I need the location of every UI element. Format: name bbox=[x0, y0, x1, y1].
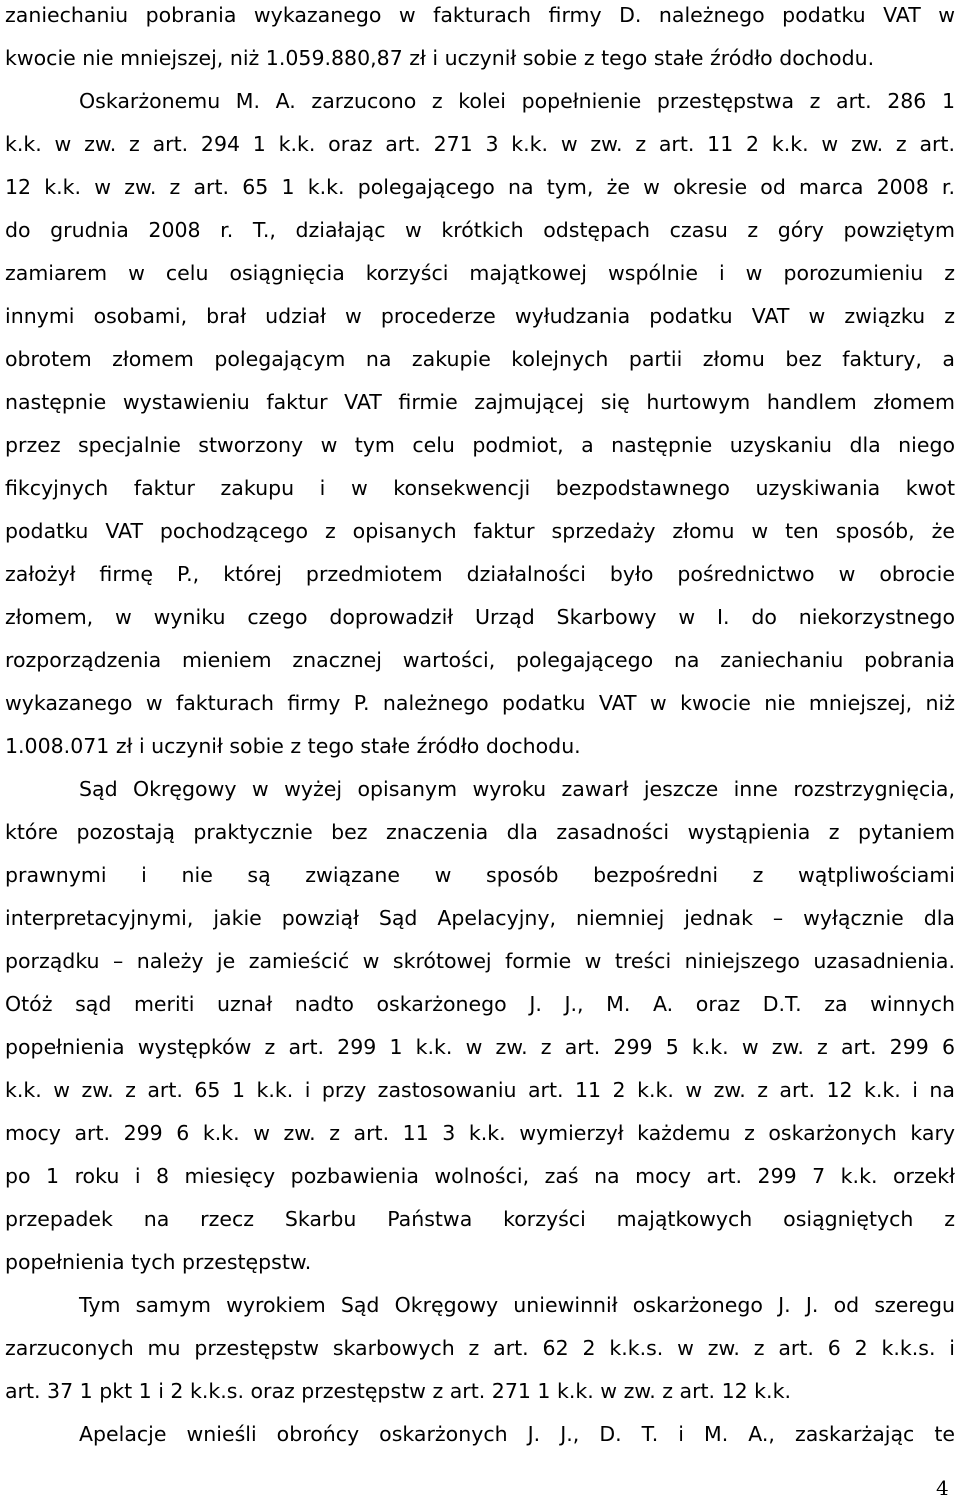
text-line: Apelacje wnieśli obrońcy oskarżonych J. J., D. T. i M. A., zaskarżając te bbox=[79, 1422, 955, 1446]
text-line: przepadek na rzecz Skarbu Państwa korzyści majątkowych osiągniętych z bbox=[5, 1207, 955, 1231]
text-line: popełnienia tych przestępstw. bbox=[5, 1250, 312, 1274]
text-line: interpretacyjnymi, jakie powziął Sąd Apelacyjny, niemniej jednak – wyłącznie dla bbox=[5, 906, 955, 930]
text-line: zaniechaniu pobrania wykazanego w fakturach firmy D. należnego podatku VAT w bbox=[5, 3, 955, 27]
text-line: do grudnia 2008 r. T., działając w krótkich odstępach czasu z góry powziętym bbox=[5, 218, 955, 242]
text-line: podatku VAT pochodzącego z opisanych faktur sprzedaży złomu w ten sposób, że bbox=[5, 519, 955, 543]
text-line: k.k. w zw. z art. 65 1 k.k. i przy zastosowaniu art. 11 2 k.k. w zw. z art. 12 k.k. i na bbox=[5, 1078, 955, 1102]
text-line: porządku – należy je zamieścić w skrótowej formie w treści niniejszego uzasadnienia. bbox=[5, 949, 955, 973]
text-line: przez specjalnie stworzony w tym celu podmiot, a następnie uzyskaniu dla niego bbox=[5, 433, 955, 457]
text-line: 12 k.k. w zw. z art. 65 1 k.k. polegającego na tym, że w okresie od marca 2008 r. bbox=[5, 175, 955, 199]
text-line: k.k. w zw. z art. 294 1 k.k. oraz art. 271 3 k.k. w zw. z art. 11 2 k.k. w zw. z art. bbox=[5, 132, 955, 156]
text-line: kwocie nie mniejszej, niż 1.059.880,87 zł i uczynił sobie z tego stałe źródło dochodu. bbox=[5, 46, 875, 70]
text-line: Sąd Okręgowy w wyżej opisanym wyroku zawarł jeszcze inne rozstrzygnięcia, bbox=[79, 777, 955, 801]
text-line: obrotem złomem polegającym na zakupie kolejnych partii złomu bez faktury, a bbox=[5, 347, 955, 371]
text-line: następnie wystawieniu faktur VAT firmie zajmującej się hurtowym handlem złomem bbox=[5, 390, 955, 414]
text-line: art. 37 1 pkt 1 i 2 k.k.s. oraz przestępstw z art. 271 1 k.k. w zw. z art. 12 k.k. bbox=[5, 1379, 791, 1403]
text-line: rozporządzenia mieniem znacznej wartości, polegającego na zaniechaniu pobrania bbox=[5, 648, 955, 672]
text-line: Otóż sąd meriti uznał nadto oskarżonego J. J., M. A. oraz D.T. za winnych bbox=[5, 992, 955, 1016]
text-line: 1.008.071 zł i uczynił sobie z tego stałe źródło dochodu. bbox=[5, 734, 581, 758]
text-line: po 1 roku i 8 miesięcy pozbawienia wolności, zaś na mocy art. 299 7 k.k. orzekł bbox=[5, 1164, 955, 1188]
text-line: fikcyjnych faktur zakupu i w konsekwencji bezpodstawnego uzyskiwania kwot bbox=[5, 476, 955, 500]
text-line: założył firmę P., której przedmiotem działalności było pośrednictwo w obrocie bbox=[5, 562, 955, 586]
text-line: złomem, w wyniku czego doprowadził Urząd Skarbowy w I. do niekorzystnego bbox=[5, 605, 955, 629]
text-line: mocy art. 299 6 k.k. w zw. z art. 11 3 k.k. wymierzył każdemu z oskarżonych kary bbox=[5, 1121, 955, 1145]
page-number: 4 bbox=[936, 1476, 949, 1500]
text-line: popełnienia występków z art. 299 1 k.k. w zw. z art. 299 5 k.k. w zw. z art. 299 6 bbox=[5, 1035, 955, 1059]
text-line: zarzuconych mu przestępstw skarbowych z art. 62 2 k.k.s. w zw. z art. 6 2 k.k.s. i bbox=[5, 1336, 955, 1360]
text-line: które pozostają praktycznie bez znaczenia dla zasadności wystąpienia z pytaniem bbox=[5, 820, 955, 844]
text-line: Tym samym wyrokiem Sąd Okręgowy uniewinnił oskarżonego J. J. od szeregu bbox=[79, 1293, 955, 1317]
text-line: zamiarem w celu osiągnięcia korzyści majątkowej wspólnie i w porozumieniu z bbox=[5, 261, 955, 285]
text-line: Oskarżonemu M. A. zarzucono z kolei popełnienie przestępstwa z art. 286 1 bbox=[79, 89, 955, 113]
text-line: innymi osobami, brał udział w procederze wyłudzania podatku VAT w związku z bbox=[5, 304, 955, 328]
text-line: prawnymi i nie są związane w sposób bezpośredni z wątpliwościami bbox=[5, 863, 955, 887]
text-line: wykazanego w fakturach firmy P. należnego podatku VAT w kwocie nie mniejszej, niż bbox=[5, 691, 955, 715]
